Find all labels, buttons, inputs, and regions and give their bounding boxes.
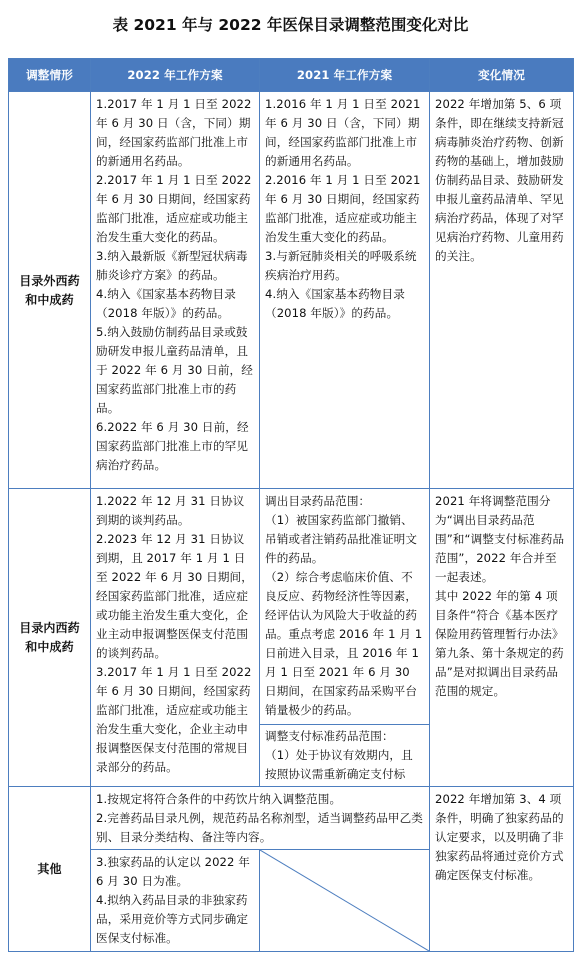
plan-2022-cell — [91, 489, 260, 787]
list-item: 2.2017 年 1 月 1 日至 2022 年 6 月 30 日期间，经国家药监部门批准，适应症或功能主治发生重大变化的药品。 — [96, 173, 252, 244]
list-item: 1.按规定将符合条件的中药饮片纳入调整范围。 — [96, 792, 342, 806]
change-text: 其中 2022 年的第 4 项目条件“符合《基本医疗保险用药管理暂行办法》第九条、第十条规定的药品”是对拟调出目录药品范围的规定。 — [435, 589, 564, 698]
category-cell: 目录内西药和中成药 — [9, 489, 91, 787]
plan-2021-cell — [260, 489, 430, 787]
change-text: 2021 年将调整范围分为“调出目录药品范围”和“调整支付标准药品范围”，2022 年合并至一起表述。 — [435, 494, 565, 584]
change-text: 2022 年增加第 5、6 项条件，即在继续支持新冠病毒肺炎治疗药物、创新药物的基础上，增加鼓励仿制药品目录、鼓励研发申报儿童药品清单、罕见病治疗药品，体现了对罕见病治疗药物、儿童用药的关注。 — [435, 97, 564, 263]
list-item: 2.2016 年 1 月 1 日至 2021 年 6 月 30 日期间，经国家药监部门批准，适应症或功能主治发生重大变化的药品。 — [265, 173, 421, 244]
list-item: 1.2016 年 1 月 1 日至 2021 年 6 月 30 日（含，下同）期间，经国家药监部门批准上市的新通用名药品。 — [265, 97, 421, 168]
section-title: 调整支付标准药品范围： — [265, 729, 394, 743]
header-cell-situation: 调整情形 — [9, 59, 91, 92]
change-cell — [430, 92, 574, 489]
list-item: 4.拟纳入药品目录的非独家药品，采用竞价等方式同步确定医保支付标准。 — [96, 893, 249, 945]
table-title: 表 2021 年与 2022 年医保目录调整范围变化对比 — [112, 16, 469, 34]
list-item: 2.2023 年 12 月 31 日协议到期，且 2017 年 1 月 1 日至 2022 年 6 月 30 日期间，经国家药监部门批准，适应症或功能主治发生重大变化，企业主动申报调整医保支付范围的谈判药品。 — [96, 532, 253, 660]
header-cell-changes: 变化情况 — [430, 59, 574, 92]
header-row — [9, 59, 574, 92]
change-text: 2022 年增加第 3、4 项条件，明确了独家药品的认定要求，以及明确了非独家药品将通过竞价方式确定医保支付标准。 — [435, 792, 564, 882]
list-item: 3.独家药品的认定以 2022 年 6 月 30 日为准。 — [96, 855, 250, 888]
comparison-table — [8, 58, 574, 952]
list-item: 2.完善药品目录凡例，规范药品名称剂型，适当调整药品甲乙类别、目录分类结构、备注等内容。 — [96, 811, 423, 844]
table-row — [9, 787, 574, 850]
header-cell-2022-plan: 2022 年工作方案 — [91, 59, 260, 92]
list-item: 4.纳入《国家基本药物目录（2018 年版）》的药品。 — [96, 287, 236, 320]
list-item: 3.与新冠肺炎相关的呼吸系统疾病治疗用药。 — [265, 249, 417, 282]
list-item: 4.纳入《国家基本药物目录（2018 年版）》的药品。 — [265, 287, 405, 320]
change-cell — [430, 787, 574, 952]
change-cell — [430, 489, 574, 787]
plan-2022-cell — [91, 92, 260, 489]
list-item: （2）综合考虑临床价值、不良反应、药物经济性等因素，经评估认为风险大于收益的药品。重点考虑 2016 年 1 月 1 日前进入目录，且 2016 年 1 月 1 日至 2021 年 6 月 30 日期间，在国家药品采购平台销量极少的药品。 — [265, 570, 423, 717]
list-item: 3.纳入最新版《新型冠状病毒肺炎诊疗方案》的药品。 — [96, 249, 248, 282]
plan-2022-cell — [91, 850, 260, 952]
list-item: 1.2017 年 1 月 1 日至 2022 年 6 月 30 日（含，下同）期间，经国家药监部门批准上市的新通用名药品。 — [96, 97, 252, 168]
table-row — [9, 92, 574, 489]
plan-merged-cell — [91, 787, 430, 850]
list-item: （1）处于协议有效期内，且按照协议需重新确定支付标 — [265, 748, 413, 781]
section-divider — [260, 724, 429, 725]
diagonal-line — [260, 850, 429, 951]
header-cell-2021-plan: 2021 年工作方案 — [260, 59, 430, 92]
list-item: 6.2022 年 6 月 30 日前，经国家药监部门批准上市的罕见病治疗药品。 — [96, 420, 249, 472]
list-item: 5.纳入鼓励仿制药品目录或鼓励研发申报儿童药品清单，且于 2022 年 6 月 30 日前，经国家药监部门批准上市的药品。 — [96, 325, 253, 415]
list-item: 3.2017 年 1 月 1 日至 2022 年 6 月 30 日期间，经国家药监部门批准，适应症或功能主治发生重大变化，企业主动申报调整医保支付范围的常规目录部分的药品。 — [96, 665, 252, 774]
plan-2021-cell — [260, 92, 430, 489]
list-item: （1）被国家药监部门撤销、吊销或者注销药品批准证明文件的药品。 — [265, 513, 418, 565]
category-cell: 目录外西药和中成药 — [9, 92, 91, 489]
table-row — [9, 489, 574, 787]
category-cell: 其他 — [9, 787, 91, 952]
empty-diagonal-cell — [260, 850, 430, 952]
section-title: 调出目录药品范围： — [265, 494, 371, 508]
list-item: 1.2022 年 12 月 31 日协议到期的谈判药品。 — [96, 494, 245, 527]
